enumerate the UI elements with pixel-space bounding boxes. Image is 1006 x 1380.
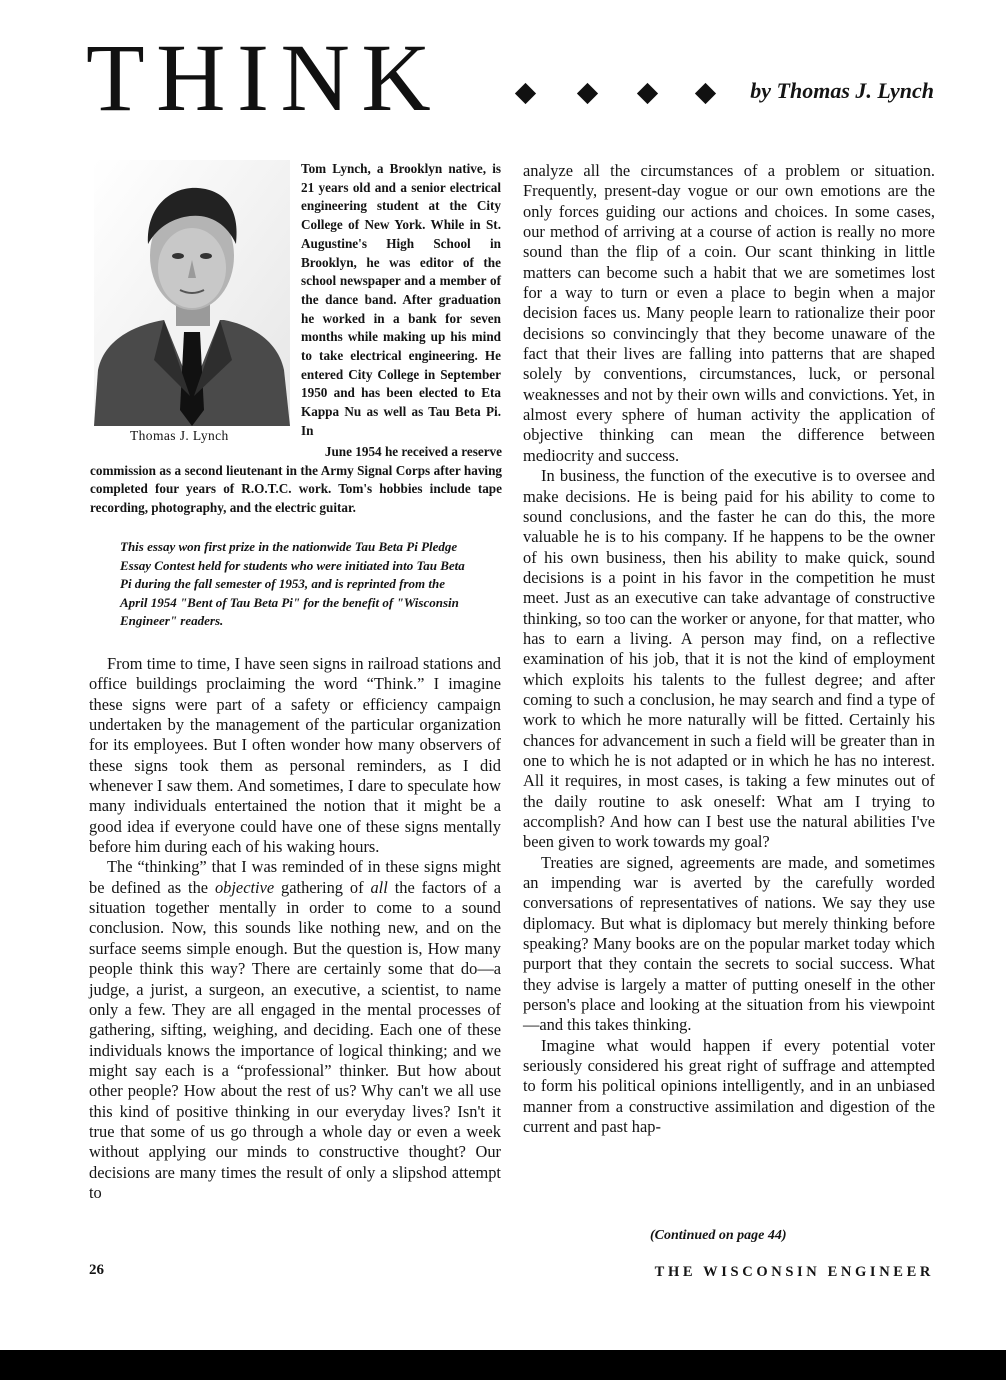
- paragraph: From time to time, I have seen signs in railroad stations and office buildings proclaiming the word “Think.” I imagine these signs were part of a safety or efficiency campaign undertaken by the management of the particular organization for its employees. But I often wonder how many observers of these signs took them as personal reminders, as I did whenever I saw them. And sometimes, I dare to speculate how many individuals entertained the notion that it might be a good idea if everyone could have one of these signs mentally before him during each of his waking hours.: [89, 654, 501, 857]
- byline: by Thomas J. Lynch: [750, 78, 934, 103]
- right-column: [523, 161, 935, 1138]
- author-bio: Tom Lynch, a Brooklyn native, is 21 years old and a senior electrical engineering student at the City College of New York. While in St. Augustine's High School in Brooklyn, he was editor of the school newspaper and a member of the dance band. After graduation he worked in a bank for seven months while making up his mind to take electrical engineering. He entered City College in September 1950 and has been elected to Eta Kappa Nu as well as Tau Beta Pi. In: [301, 161, 501, 438]
- left-column: [89, 654, 501, 1203]
- page-number: 26: [89, 1262, 104, 1278]
- editor-note: This essay won first prize in the nationwide Tau Beta Pi Pledge Essay Contest held for students who were initiated into Tau Beta Pi during the fall semester of 1953, and is reprinted from the April 1954 "Bent of Tau Beta Pi" for the benefit of "Wisconsin Engineer" readers.: [120, 539, 465, 628]
- continued-note: (Continued on page 44): [650, 1228, 787, 1243]
- author-bio-rest: commission as a second lieutenant in the Army Signal Corps after having completed four years of R.O.T.C. work. Tom's hobbies include tape recording, photography, and the electric guitar.: [90, 462, 502, 516]
- paragraph: The “thinking” that I was reminded of in these signs might be defined as the objective gathering of all the factors of a situation together mentally in order to come to a sound conclusion. Now, this sounds like nothing new, and on the surface seems simple enough. But the question is, How many people think this way? There are certainly some that do—a judge, a jurist, a surgeon, an executive, a scientist, to name only a few. They are all engaged in the mental processes of gathering, sifting, weighing, and deciding. Each one of these individuals knows the importance of logical thinking; and we might say each is a “professional” thinker. But how about other people? How about the rest of us? Why can't we all use this kind of positive thinking in our everyday lives? Isn't it true that some of us go through a whole day or even a week without applying our minds to constructive thought? Our decisions are many times the result of only a slipshod attempt to: [89, 857, 502, 1202]
- paragraph: In business, the function of the executive is to oversee and make decisions. He is being paid for his ability to come to sound conclusions, and the faster he can do this, the more valuable he is to his company. If he happens to be the owner of his own business, then his ability to make quick, sound decisions is a point in his favor in the competition he must meet. Just as an executive can take advantage of constructive thinking, so too can the worker or anyone, for that matter, who has to earn a living. A person may find, on a reflective examination of his job, that it is not the kind of employment which exploits his talents to the fullest degree; and after coming to such a conclusion, he may search and find a type of work to which he more naturally will be fitted. Certainly his chances for advancement in such a field will be greater than in one to which he is not adapted or in which he has no interest. All it requires, in most cases, is taking a few minutes out of the daily routine to ask oneself: What am I trying to accomplish? And how can I best use the natural abilities I've been given to work towards my goal?: [523, 466, 935, 852]
- publication-name: THE WISCONSIN ENGINEER: [654, 1264, 934, 1280]
- diamond-ornament: [577, 83, 598, 104]
- diamond-ornament: [637, 83, 658, 104]
- author-portrait: [94, 160, 290, 426]
- photo-caption: Thomas J. Lynch: [130, 428, 229, 443]
- diamond-ornament: [515, 83, 536, 104]
- paragraph: Treaties are signed, agreements are made, and sometimes an impending war is averted by the carefully worded conversations of representatives of nations. We say they use diplomacy. But what is diplomacy but merely thinking before speaking? Many books are on the popular market today which purport that they contain the secrets to social success. What they advise is largely a matter of putting oneself in the other person's place and looking at the situation from his viewpoint—and this takes thinking.: [523, 852, 935, 1035]
- author-bio-line: June 1954 he received a reserve: [324, 444, 502, 459]
- paragraph: Imagine what would happen if every potential voter seriously considered his great right of suffrage and attempted to form his political opinions intelligently, and in an unbiased manner from a constructive assimilation and digestion of the current and past hap-: [523, 1035, 935, 1137]
- author-bio-continued: [90, 443, 502, 518]
- diamond-ornament: [695, 83, 716, 104]
- paragraph: analyze all the circumstances of a problem or situation. Frequently, present-day vogue or our own emotions are the only forces guiding our actions and choices. In some cases, our method of arriving at a course of action is really no more sound than the flip of a coin. Our scant thinking in little matters can become such a habit that we are sometimes lost for a way to turn or even a place to begin when a major decision faces us. Many people learn to rationalize their poor decisions so convincingly that they become unaware of the fact that their lives are falling into patterns that are shaped solely by conventions, circumstances, luck, or personal weaknesses and not by their own wills and convictions. Yet, in almost every sphere of human activity the application of objective thinking can mean the difference between mediocrity and success.: [523, 161, 935, 465]
- article-title: THINK: [86, 24, 443, 131]
- scan-edge-bar: [0, 1350, 1006, 1380]
